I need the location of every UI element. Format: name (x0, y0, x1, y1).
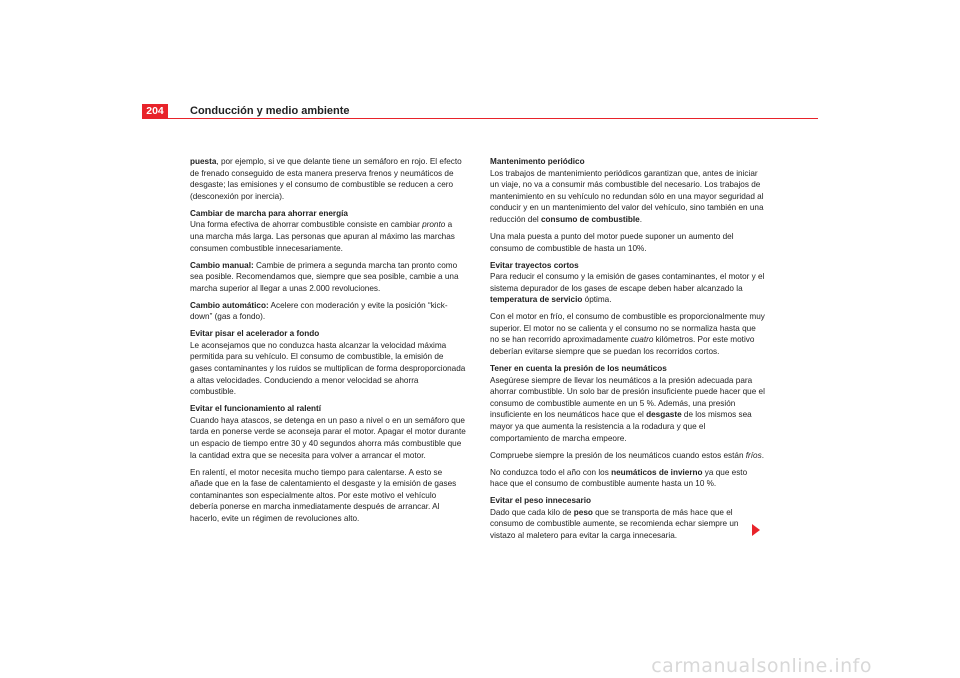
text: kilómetros. Por este motivo deberían evitarse siempre que se puedan los recorridos cortos. (490, 335, 755, 357)
paragraph (190, 260, 466, 295)
section-heading: Tener en cuenta la presión de los neumáticos (490, 364, 667, 374)
section (490, 260, 766, 306)
bold-term: Cambio automático: (190, 300, 269, 310)
page-number: 204 (142, 104, 168, 118)
italic-term: fríos (745, 450, 762, 460)
bold-term: consumo de combustible (540, 214, 640, 224)
text: óptima. (582, 295, 612, 305)
text: . (639, 214, 642, 224)
text: Una forma efectiva de ahorrar combustible consiste en cambiar (190, 220, 423, 230)
section (490, 495, 766, 541)
text: Acelere con moderación y evite la posición “kick-down” (gas a fondo). (190, 300, 448, 322)
section (190, 403, 466, 461)
bold-term: puesta (190, 157, 217, 166)
bold-term: Cambio manual: (190, 260, 254, 270)
text: Una mala puesta a punto del motor puede suponer un aumento del consumo de combustible de hasta un 10%. (490, 231, 734, 253)
text: Dado que cada kilo de (490, 507, 574, 517)
paragraph (190, 467, 466, 525)
header-rule (142, 118, 818, 119)
watermark (0, 655, 960, 675)
section-heading: Cambiar de marcha para ahorrar energía (190, 208, 348, 218)
paragraph (490, 311, 766, 357)
text: Para reducir el consumo y la emisión de gases contaminantes, el motor y el sistema depurador de los gases de escape deben haber alcanzado la (490, 272, 765, 293)
text: Cuando haya atascos, se detenga en un paso a nivel o en un semáforo que tarda en ponerse verde se aconseja parar el motor. Apagar el motor durante un espacio de tiempo entre 30 y 40 segundos ahorra más combustible que la cantidad extra que se necesita para volver a arrancar el motor. (190, 415, 466, 460)
section-heading: Evitar el peso innecesario (490, 496, 592, 506)
bold-term: neumáticos de invierno (611, 467, 703, 477)
text: Le aconsejamos que no conduzca hasta alcanzar la velocidad máxima permitida para su vehículo. El consumo de combustible, la emisión de gases contaminantes y los ruidos se multiplican de forma desproporcionada a altas velocidades. Conduciendo a menor velocidad se ahorra combustible. (190, 340, 466, 397)
section-heading: Evitar pisar el acelerador a fondo (190, 329, 320, 339)
text: Asegúrese siempre de llevar los neumáticos a la presión adecuada para ahorrar combustible. Un solo bar de presión insuficiente puede hacer que el consumo de combustible aumente en un 5 %. Además, una presión insuficiente en los neumáticos hace que el (490, 375, 765, 420)
next-page-arrow-icon (752, 524, 760, 536)
text: Los trabajos de mantenimiento periódicos garantizan que, antes de iniciar un viaje, no va a consumir más combustible del necesario. Los trabajos de mantenimiento en su vehículo no redundan sólo en una mayor seguridad al conducir y en un mantenimiento del valor del vehículo, sino también en una reducción del (490, 168, 764, 224)
page-title: Conducción y medio ambiente (190, 105, 350, 117)
section (490, 156, 766, 226)
text: ya que esto hace que el consumo de combustible aumente hasta un 10 %. (490, 467, 748, 489)
text: . (761, 450, 764, 460)
section-heading: Mantenimento periódico (490, 157, 585, 166)
italic-term: cuatro (630, 335, 654, 345)
bold-term: desgaste (646, 410, 682, 420)
bold-term: temperatura de servicio (490, 295, 583, 305)
text: de los mismos sea mayor ya que aumenta la resistencia a la rodadura y que el comportamiento de marcha empeore. (490, 410, 752, 443)
paragraph (190, 300, 466, 323)
text: Compruebe siempre la presión de los neumáticos cuando estos están (490, 450, 746, 460)
paragraph (190, 156, 466, 202)
text: a una marcha más larga. Las personas que apuran al máximo las marchas consumen combustible innecesariamente. (190, 220, 455, 253)
section (190, 328, 466, 398)
right-column (490, 156, 766, 547)
text: Con el motor en frío, el consumo de combustible es proporcionalmente muy superior. El motor no se calienta y el consumo no se normaliza hasta que no se han recorrido aproximadamente (490, 312, 765, 345)
text: Cambie de primera a segunda marcha tan pronto como sea posible. Recomendamos que, siempre que sea posible, cambie a una marcha superior al llegar a unas 2.000 revoluciones. (190, 260, 459, 293)
text: No conduzca todo el año con los (490, 467, 612, 477)
paragraph (490, 450, 766, 462)
section-heading: Evitar trayectos cortos (490, 260, 579, 270)
paragraph (490, 467, 766, 490)
section (490, 363, 766, 444)
paragraph (490, 231, 766, 254)
watermark-text: carmanualsonline.info (651, 655, 872, 677)
left-column (190, 156, 466, 530)
text: que se transporta de más hace que el consumo de combustible aumente, se recomienda echar siempre un vistazo al maletero para evitar la carga innecesaria. (490, 507, 739, 540)
text: , por ejemplo, si ve que delante tiene un semáforo en rojo. El efecto de frenado conseguido de esta manera preserva frenos y neumáticos de desgaste; las emisiones y el consumo de combustible se reducen a cero (desconexión por inercia). (190, 157, 462, 201)
text: En ralentí, el motor necesita mucho tiempo para calentarse. A esto se añade que en la fase de calentamiento el desgaste y la emisión de gases contaminantes son especialmente altos. Por este motivo el vehículo debería ponerse en marcha inmediatamente después de arrancar. Al hacerlo, evite un régimen de revoluciones alto. (190, 467, 457, 523)
section (190, 208, 466, 254)
bold-term: peso (573, 507, 593, 517)
italic-term: pronto (422, 220, 446, 230)
section-heading: Evitar el funcionamiento al ralentí (190, 404, 322, 414)
